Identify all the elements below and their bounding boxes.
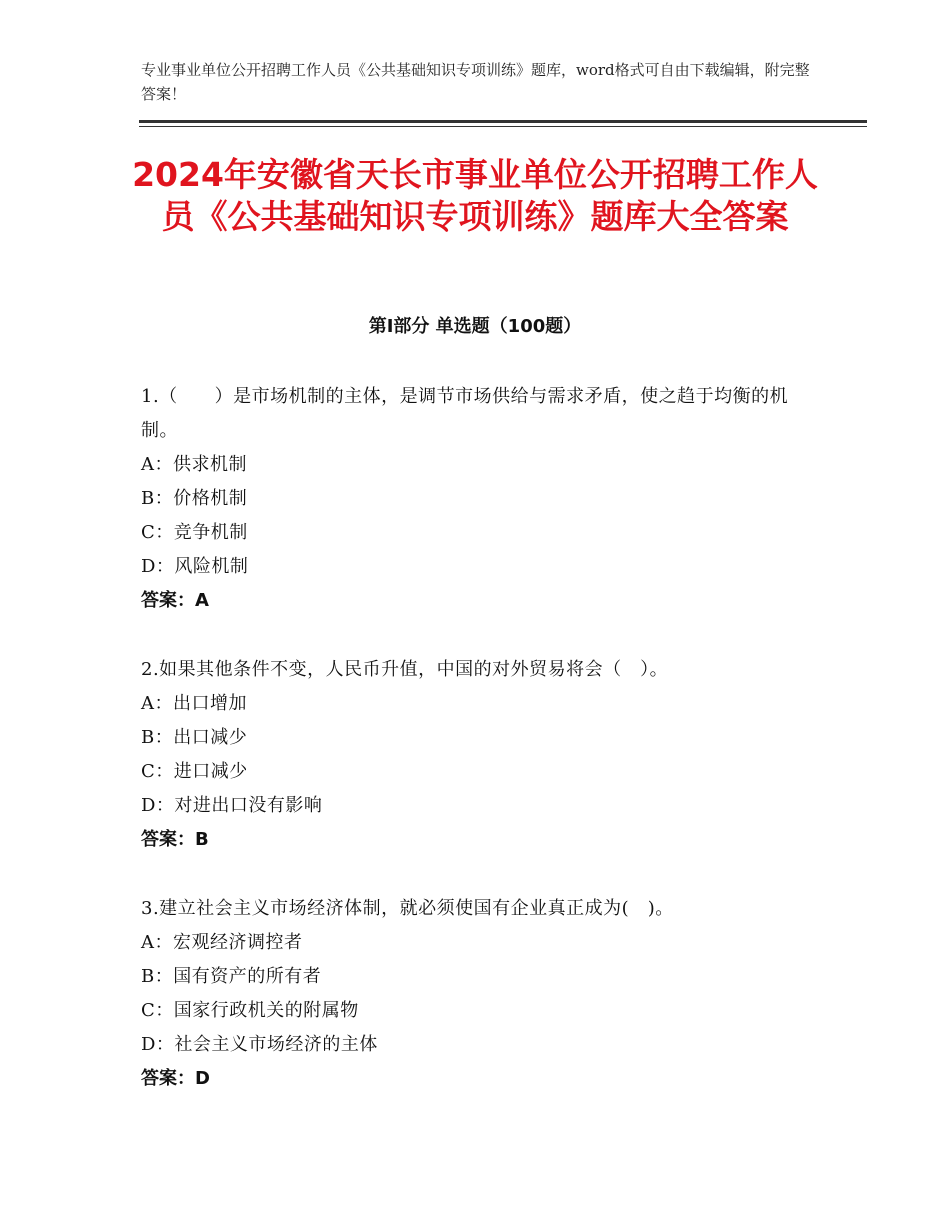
answer: 答案：A — [141, 590, 209, 611]
section-title: 第Ⅰ部分 单选题（100题） — [368, 316, 582, 337]
option-d: D：社会主义市场经济的主体 — [141, 1034, 378, 1055]
option-b: B：出口减少 — [141, 727, 248, 748]
option-c: C：竞争机制 — [141, 522, 248, 543]
question-1 — [141, 380, 821, 618]
question-stem: 3.建立社会主义市场经济体制，就必须使国有企业真正成为( )。 — [141, 898, 674, 919]
option-d: D：对进出口没有影响 — [141, 795, 323, 816]
question-3 — [141, 892, 821, 1096]
option-a: A：出口增加 — [141, 693, 247, 714]
option-a: A：供求机制 — [141, 454, 247, 475]
question-stem: 2.如果其他条件不变，人民币升值，中国的对外贸易将会（ ）。 — [141, 659, 669, 680]
option-c: C：国家行政机关的附属物 — [141, 1000, 359, 1021]
option-a: A：宏观经济调控者 — [141, 932, 303, 953]
document-title: 2024年安徽省天长市事业单位公开招聘工作人员《公共基础知识专项训练》题库大全答案 — [132, 155, 818, 236]
answer: 答案：D — [141, 1068, 210, 1089]
option-b: B：价格机制 — [141, 488, 248, 509]
header-rule-thin — [139, 126, 867, 127]
answer: 答案：B — [141, 829, 209, 850]
option-c: C：进口减少 — [141, 761, 248, 782]
option-b: B：国有资产的所有者 — [141, 966, 322, 987]
option-d: D：风险机制 — [141, 556, 249, 577]
header-note: 专业事业单位公开招聘工作人员《公共基础知识专项训练》题库，word格式可自由下载编辑，附完整答案！ — [141, 61, 810, 103]
question-stem: 1.（ ）是市场机制的主体，是调节市场供给与需求矛盾，使之趋于均衡的机制。 — [141, 386, 789, 441]
header-rule-thick — [139, 120, 867, 123]
question-2 — [141, 653, 821, 857]
